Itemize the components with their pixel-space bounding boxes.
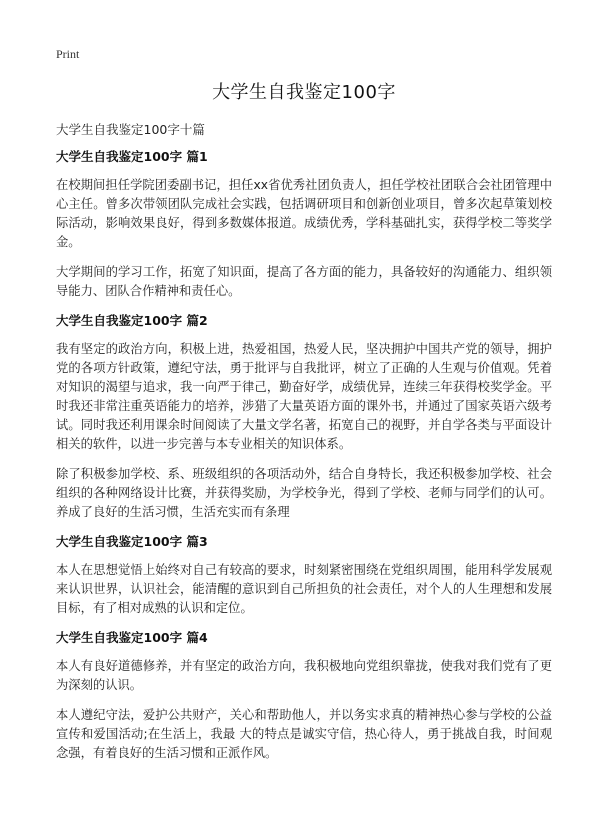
- paragraph: 除了积极参加学校、系、班级组织的各项活动外，结合自身特长，我还积极参加学校、社会组织的各种网络设计比赛，并获得奖励，为学校争光，得到了学校、老师与同学们的认可。养成了良好的生活习惯，生活充实而有条理: [56, 467, 552, 519]
- paragraph: 我有坚定的政治方向，积极上进，热爱祖国，热爱人民，坚决拥护中国共产党的领导，拥护党的各项方针政策，遵纪守法，勇于批评与自我批评，树立了正确的人生观与价值观。凭着对知识的渴望与追求，我一向严于律己，勤奋好学，成绩优异，连续三年获得校奖学金。平时我还非常注重英语能力的培养，涉猎了大量英语方面的课外书，并通过了国家英语六级考试。同时我还利用课余时间阅读了大量文学名著，拓宽自己的视野，并自学各类与平面设计相关的软件，以进一步完善与本专业相关的知识体系。: [56, 342, 552, 451]
- section-heading: 大学生自我鉴定100字 篇2: [56, 313, 208, 328]
- paragraph: 本人有良好道德修养，并有坚定的政治方向，我积极地向党组织靠拢，使我对我们党有了更为深刻的认识。: [56, 659, 552, 692]
- section-1: [56, 148, 552, 301]
- document-title: 大学生自我鉴定100字: [212, 82, 396, 103]
- paragraph: 大学期间的学习工作，拓宽了知识面，提高了各方面的能力，具备较好的沟通能力、组织领导能力、团队合作精神和责任心。: [56, 265, 552, 298]
- section-heading: 大学生自我鉴定100字 篇1: [56, 149, 208, 164]
- document-subtitle: 大学生自我鉴定100字十篇: [56, 122, 205, 137]
- paragraph: 本人遵纪守法，爱护公共财产，关心和帮助他人，并以务实求真的精神热心参与学校的公益宣传和爱国活动;在生活上，我最 大的特点是诚实守信，热心待人，勇于挑战自我，时间观念强，有着良好的生活习惯和正派作风。: [56, 708, 552, 760]
- section-heading: 大学生自我鉴定100字 篇4: [56, 630, 208, 645]
- paragraph: 本人在思想觉悟上始终对自己有较高的要求，时刻紧密围绕在党组织周围，能用科学发展观来认识世界，认识社会，能清醒的意识到自己所担负的社会责任，对个人的人生理想和发展目标，有了相对成熟的认识和定位。: [56, 563, 552, 615]
- section-2: [56, 312, 552, 522]
- section-3: [56, 533, 552, 618]
- document-body: [56, 148, 552, 774]
- paragraph: 在校期间担任学院团委副书记，担任xx省优秀社团负责人，担任学校社团联合会社团管理中心主任。曾多次带领团队完成社会实践，包括调研项目和创新创业项目，曾多次起草策划校际活动，影响效果良好，得到多数媒体报道。成绩优秀，学科基础扎实，获得学校二等奖学金。: [56, 178, 552, 249]
- print-link[interactable]: Print: [56, 47, 80, 61]
- section-heading: 大学生自我鉴定100字 篇3: [56, 534, 208, 549]
- section-4: [56, 629, 552, 763]
